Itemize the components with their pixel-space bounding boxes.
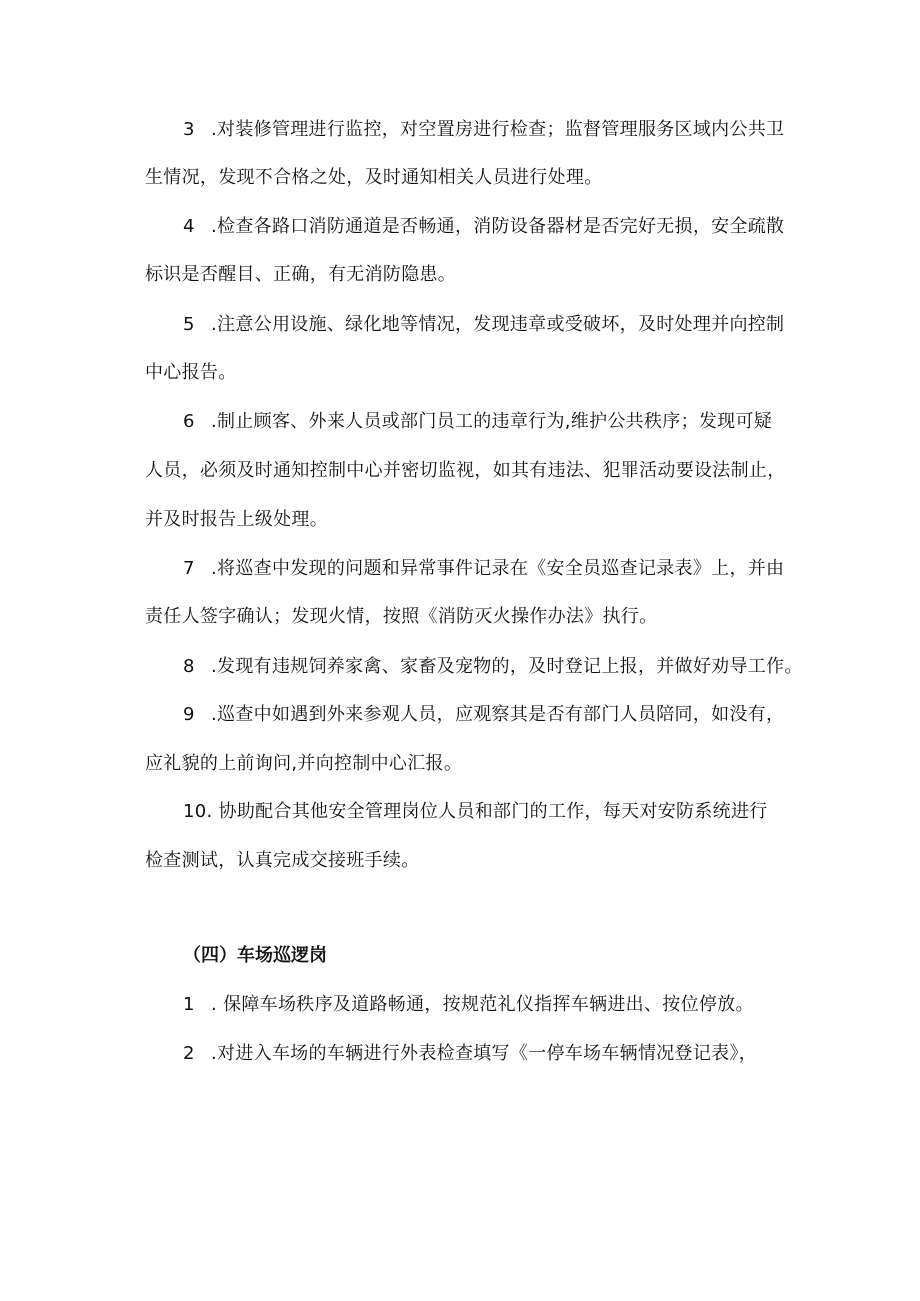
item-7-line-2: 责任人签字确认；发现火情，按照《消防灭火操作办法》执行。 <box>145 606 658 627</box>
item-7-line-1: 7 .将巡查中发现的问题和异常事件记录在《安全员巡查记录表》上，并由 <box>183 558 785 579</box>
item-5-line-2: 中心报告。 <box>145 362 237 383</box>
item-5-line-1: 5 .注意公用设施、绿化地等情况，发现违章或受破坏，及时处理并向控制 <box>183 314 785 335</box>
item-9-line-2: 应礼貌的上前询问,并向控制中心汇报。 <box>145 753 463 774</box>
item-6-line-2: 人员，必须及时通知控制中心并密切监视，如其有违法、犯罪活动要设法制止， <box>145 460 786 481</box>
item-4-line-2: 标识是否醒目、正确，有无消防隐患。 <box>145 264 457 285</box>
section-heading: （四）车场巡逻岗 <box>183 945 327 966</box>
item-4-line-1: 4 .检查各路口消防通道是否畅通，消防设备器材是否完好无损，安全疏散 <box>183 216 785 237</box>
item-6-line-1: 6 .制止顾客、外来人员或部门员工的违章行为,维护公共秩序；发现可疑 <box>183 411 773 432</box>
item-6-line-3: 并及时报告上级处理。 <box>145 509 328 530</box>
section-item-2-line-1: 2 .对进入车场的车辆进行外表检查填写《一停车场车辆情况登记表》， <box>183 1043 758 1064</box>
item-10-line-1: 10. 协助配合其他安全管理岗位人员和部门的工作，每天对安防系统进行 <box>183 801 768 822</box>
item-3-line-2: 生情况，发现不合格之处，及时通知相关人员进行处理。 <box>145 167 603 188</box>
item-9-line-1: 9 .巡查中如遇到外来参观人员，应观察其是否有部门人员陪同，如没有， <box>183 704 785 725</box>
item-10-line-2: 检查测试，认真完成交接班手续。 <box>145 850 420 871</box>
item-8-line-1: 8 .发现有违规饲养家禽、家畜及宠物的，及时登记上报，并做好劝导工作。 <box>183 656 803 677</box>
item-3-line-1: 3 .对装修管理进行监控，对空置房进行检查；监督管理服务区域内公共卫 <box>183 119 785 140</box>
section-item-1-line-1: 1 . 保障车场秩序及道路畅通，按规范礼仪指挥车辆进出、按位停放。 <box>183 994 754 1015</box>
